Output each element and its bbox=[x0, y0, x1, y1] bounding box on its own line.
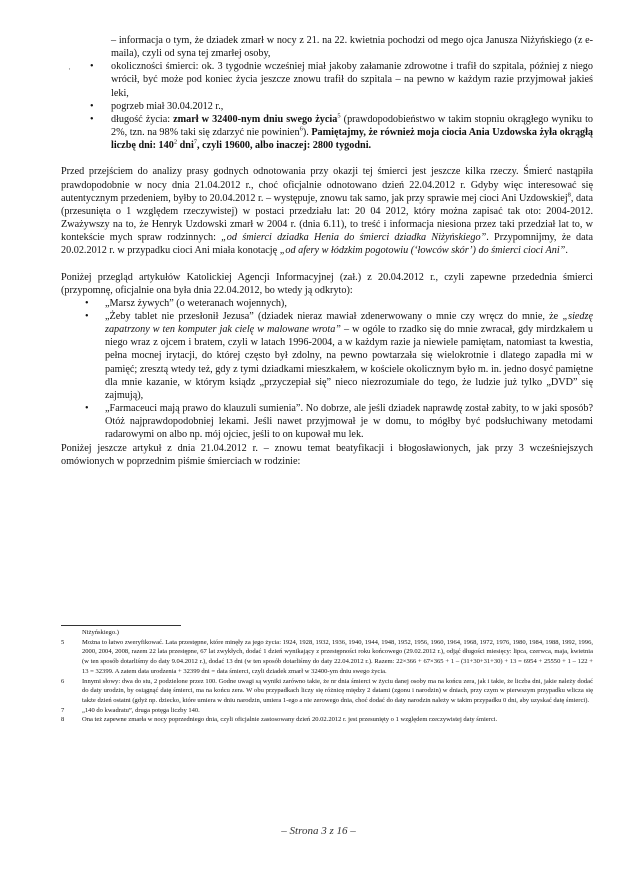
bullet-icon: • bbox=[90, 61, 94, 73]
list-item: • okoliczności śmierci: ok. 3 tygodnie wcześniej miał jakoby załamanie zdrowotne i trafił do szpitala, później z niego wrócił, być może pod koniec życia jeszcze znowu trafił do szpitala – na pewno w każdym razie przyjmował jakieś leki, bbox=[90, 61, 593, 99]
footnote-ref: 8 bbox=[567, 191, 571, 199]
list-item-continuation: – informacja o tym, że dziadek zmarł w nocy z 21. na 22. kwietnia pochodzi od mego ojca Janusza Niżyńskiego (z e-maila), czyli od syna tej zmarłej osoby, bbox=[111, 35, 593, 60]
footnote-ref: 6 bbox=[299, 125, 303, 133]
footnote-separator bbox=[61, 625, 181, 626]
top-list bbox=[61, 34, 593, 152]
bullet-icon: • bbox=[85, 310, 89, 322]
list-item: • „Marsz żywych” (o weteranach wojennych), bbox=[85, 297, 287, 309]
footnote-continuation: Niżyńskiego.) bbox=[82, 629, 119, 636]
paragraph: Poniżej przegląd artykułów Katolickiej Agencji Informacyjnej (zał.) z 20.04.2012 r., czyli zapewne przedednia śmierci (przypomnę, oficjalnie ona była dnia 22.04.2012, bo wtedy ją odkryto): bbox=[61, 271, 593, 296]
bullet-icon: • bbox=[90, 100, 94, 112]
paragraph: Poniżej jeszcze artykuł z dnia 21.04.2012 r. – znowu temat beatyfikacji i błogosławionych, jak przy 3 wcześniejszych omówionych w poprzednim piśmie śmierciach w rodzinie: bbox=[61, 442, 593, 467]
footnote: 5 Można to łatwo zweryfikować. Lata przestępne, które minęły za jego życia: 1924, 1928, 1932, 1936, 1940, 1944, 1948, 1952, 1956, 1960, 1964, 1968, 1972, 1976, 1980, 1984, 1988, 1992, 1996, 2000, 2004, 2008, razem 22 lata przestępne, 67 lat zwykłych, dodać 1 dzień wynikający z przestępności roku końcowego (29.02.2012 r.), odjąć długości miesięcy: lipca, czerwca, maja, kwietnia (w ten sposób dotarliśmy do daty 9.04.2012 r.), dodać 13 dni (w ten sposób dotarliśmy do daty 22.04.2012 r.). Razem: 22×366 + 67×365 + 1 – (31+30+31+30) + 13 = 6954 + 25550 + 1 – 122 + 13 = 32399. A zatem data urodzenia + 32399 dni = data śmierci, czyli dziadek zmarł w 32400-ym dniu swego życia. bbox=[61, 638, 593, 675]
bullet-icon: • bbox=[90, 113, 94, 125]
stray-dot: · bbox=[68, 64, 71, 74]
footnote: 8 Ona też zapewne zmarła w nocy poprzedniego dnia, czyli oficjalnie zastosowany dzień 20.02.2012 r. jest przesunięty o 1 względem rzeczywistej daty śmierci. bbox=[61, 716, 498, 724]
footnote-ref: 7 bbox=[193, 138, 198, 146]
list-item: • „Żeby tablet nie przesłonił Jezusa” (dziadek nieraz mawiał zdenerwowany o mnie czy wręcz do mnie, że „siedzę zapatrzony w ten komputer jak cielę w malowane wrota” – w ogóle to rzadko się do mnie zwracał, gdy mirdzkałem u niego wraz z ojcem i bratem, czyli w latach 1996-2004, a w każdym razie ja niewiele pamiętam, natomiast ta kwestia, pełna mocnej irytacji, do której często był zdolny, na pewno powtarzała się wielokrotnie i dlatego zapadła mi w pamięć; zresztą wtedy też, gdy z tymi dziadkami mieszkałem, w kościele okolicznym było m. in. jedno dosyć pamiętne dla mnie kazanie, w którym ksiądz „przyczepiał się” nieco niezrozumiale do tego, że ludzie już tylko „DVD” się zajmują), bbox=[85, 310, 593, 401]
paragraph: Przed przejściem do analizy prasy godnych odnotowania przy okazji tej śmierci jest jeszcze kilka rzeczy. Śmierć nastąpiła prawdopodobnie w nocy dnia 21.04.2012 r., choć oficjalnie odnotowano dzień 22.04.2012 r. Gdyby więc interesować się autentycznym przedeniem, byłby to 20.04.2012 r. – występuje, znowu tak samo, jak przy sprawie mej cioci Ani Uzdowskiej$^8$, data (przesunięta o 1 względem rzeczywistej) w postaci przedziału lat: 20 04 2012, który można zapisać tak oto: 2004-2012. Zważywszy na to, że Henryk Uzdowski zmarł w 2004 r. (dnia 6.11), to treść i informacja niesiona przez taki przedział lat to, w kontekście mych spraw rodzinnych: „od śmierci dziadka Henia do śmierci dziadka Niżyńskiego”. Przypomnijmy, że data 20.02.2012 r. w przypadku cioci Ani miała konotację „od afery w łódzkim pogotowiu (‘łowców skór’) do śmierci cioci Ani”. bbox=[61, 166, 594, 257]
bullet-icon: • bbox=[85, 403, 89, 415]
list-item: • „Farmaceuci mają prawo do klauzuli sumienia”. No dobrze, ale jeśli dziadek naprawdę został zabity, to w jaki sposób? Otóż najprawdopodobniej lekami. Jeśli nawet przyjmował je w domu, to mógłby być podsłuchiwany metodami radarowymi on albo np. mój ojciec, jeśli to on kupował mu lek. bbox=[85, 403, 593, 441]
bullet-icon: • bbox=[85, 297, 89, 309]
main-text bbox=[61, 34, 593, 468]
footnotes bbox=[61, 628, 593, 725]
footnote: 6 Innymi słowy: dwa do stu, 2 podzielone przez 100. Godne uwagi są wyniki zarówno takie, że nr dnia śmierci w życiu danej osoby ma na końcu zera, jak i takie, że liczba dni, jakie należy dodać do daty urodzin, by osiągnąć datę śmierci, ma na końcu zera. W obu przypadkach liczy się różnicę między 2 datami (zgonu i narodzin) w dniach, przy czym w pierwszym przypadku wlicza się także dzień ostatni (gdyż np. dziecko, które umiera w dniu narodzin, umiera 1-ego a nie zerowego dnia, choć dodać do daty narodzin należy w takim przypadku 0 dni, aby uzyskać datę śmierci). bbox=[61, 677, 593, 704]
footnote-ref: 5 bbox=[337, 112, 341, 120]
list-item: • długość życia: zmarł w 32400-nym dniu swego życia$^5$ (prawdopodobieństwo w takim stopniu okrągłego wyniku to 2%, tzn. na 98% taki się zdarzyć nie powinien$^6$). Pamiętajmy, że również moja ciocia Ania Uzdowska żyła okrągłą liczbę dni: $140^2$ dni$^7$, czyli 19600, albo inaczej: 2800 tygodni. bbox=[90, 112, 593, 152]
article-list bbox=[61, 297, 593, 442]
superscript: 2 bbox=[173, 138, 178, 146]
page-number: – Strona 3 z 16 – bbox=[281, 825, 356, 837]
list-item: • pogrzeb miał 30.04.2012 r., bbox=[90, 100, 224, 112]
footnote: 7 „140 do kwadratu”, druga potęga liczby 140. bbox=[61, 706, 200, 714]
